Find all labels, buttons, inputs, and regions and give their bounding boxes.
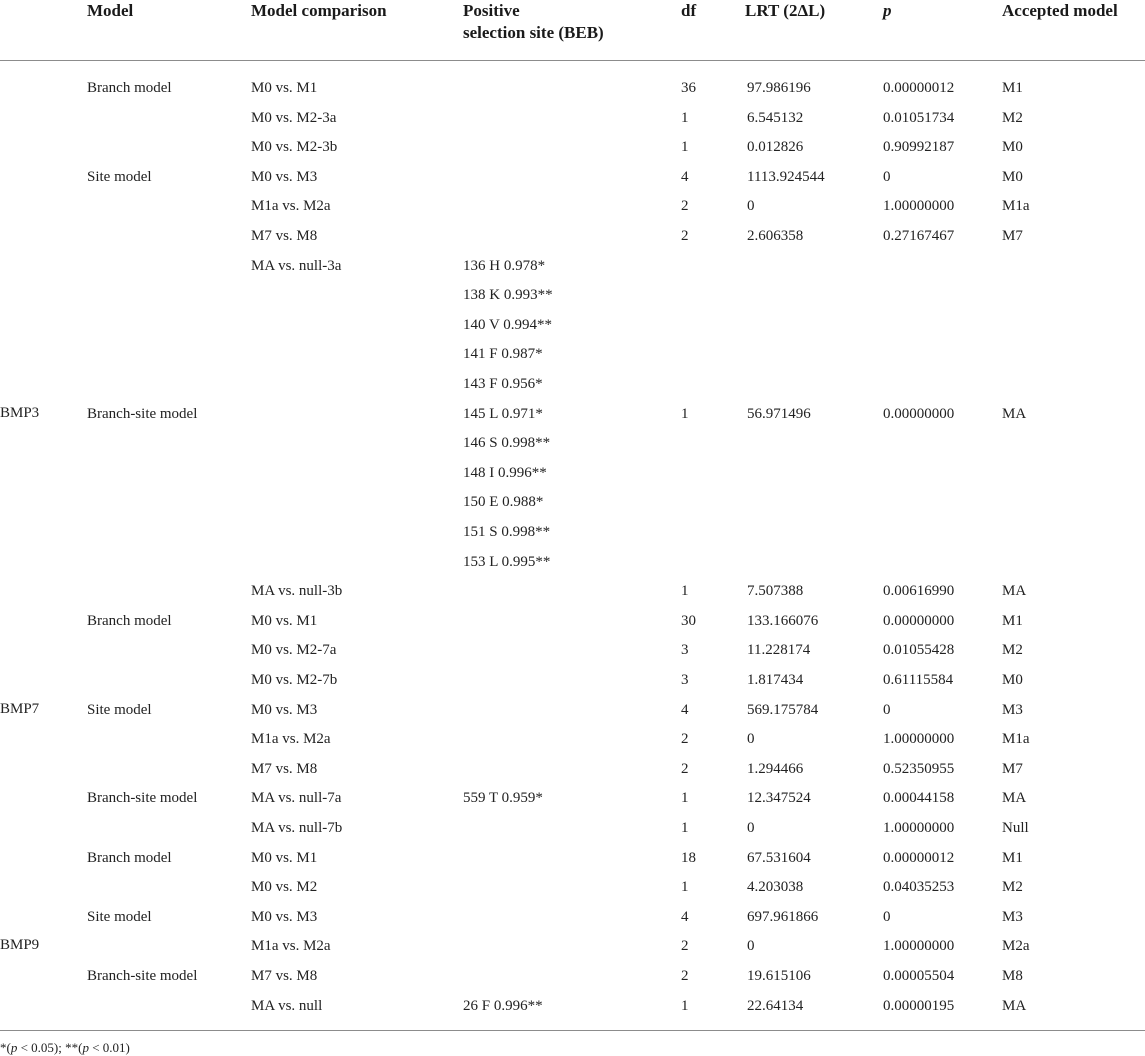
row-p-value: 1.00000000 [883, 820, 955, 836]
row-df: 18 [681, 849, 696, 866]
row-accepted-model: M2 [1002, 879, 1023, 896]
row-accepted-model: MA [1002, 790, 1027, 807]
row-comparison: MA vs. null-3b [251, 583, 343, 600]
row-positive-site: 146 S 0.998** [463, 435, 551, 452]
row-lrt: 0 [747, 820, 755, 836]
bottom-rule [0, 1030, 1145, 1031]
gene-group-label: BMP7 [0, 700, 40, 717]
row-p-value: 0 [883, 908, 891, 925]
footnote [0, 1040, 130, 1056]
row-positive-site: 26 F 0.996** [463, 997, 543, 1014]
row-comparison: M0 vs. M1 [251, 612, 318, 629]
row-df: 1 [681, 109, 689, 126]
row-model: Site model [87, 908, 152, 925]
row-accepted-model: MA [1002, 583, 1027, 600]
row-p-value: 0.90992187 [883, 139, 955, 156]
row-comparison: M7 vs. M8 [251, 228, 318, 244]
row-df: 1 [681, 139, 689, 156]
row-p-value: 1.00000000 [883, 938, 955, 955]
row-lrt: 0 [747, 731, 755, 748]
row-model: Branch model [87, 612, 172, 629]
header-positive-line1: Positive [463, 1, 520, 20]
row-accepted-model: M8 [1002, 968, 1023, 984]
row-positive-site: 151 S 0.998** [463, 524, 551, 540]
row-p-value: 0 [883, 168, 891, 185]
row-positive-site: 136 H 0.978* [463, 257, 546, 274]
row-lrt: 0 [747, 938, 755, 955]
row-comparison: MA vs. null-7b [251, 820, 343, 836]
row-comparison: M0 vs. M2 [251, 879, 318, 896]
row-lrt: 19.615106 [747, 968, 811, 984]
row-comparison: M0 vs. M2-3b [251, 139, 338, 156]
row-accepted-model: M3 [1002, 908, 1023, 925]
row-comparison: MA vs. null-7a [251, 790, 342, 807]
row-comparison: M1a vs. M2a [251, 938, 331, 955]
row-p-value: 0.00616990 [883, 583, 955, 600]
row-df: 1 [681, 405, 689, 422]
row-accepted-model: M2 [1002, 642, 1023, 659]
row-accepted-model: M1 [1002, 849, 1023, 866]
row-accepted-model: Null [1002, 820, 1029, 836]
row-accepted-model: M2 [1002, 109, 1023, 126]
row-df: 2 [681, 228, 689, 244]
row-positive-site: 153 L 0.995** [463, 553, 551, 570]
row-lrt: 0.012826 [747, 139, 804, 156]
row-comparison: M0 vs. M2-3a [251, 109, 337, 126]
header-lrt: LRT (2ΔL) [745, 1, 826, 20]
row-accepted-model: MA [1002, 405, 1027, 422]
row-model: Branch model [87, 80, 172, 96]
row-lrt: 56.971496 [747, 405, 811, 422]
row-comparison: M0 vs. M1 [251, 80, 318, 96]
row-accepted-model: M7 [1002, 228, 1023, 244]
row-positive-site: 140 V 0.994** [463, 316, 553, 333]
row-comparison: MA vs. null-3a [251, 257, 342, 274]
row-p-value: 0.04035253 [883, 879, 955, 896]
row-df: 4 [681, 701, 689, 718]
row-comparison: M0 vs. M3 [251, 701, 318, 718]
row-lrt: 67.531604 [747, 849, 811, 866]
row-lrt: 1.817434 [747, 672, 804, 688]
row-df: 1 [681, 997, 689, 1014]
row-p-value: 0.61115584 [883, 672, 954, 688]
row-df: 2 [681, 968, 689, 984]
row-model: Branch model [87, 849, 172, 866]
row-comparison: M0 vs. M2-7a [251, 642, 337, 659]
row-comparison: M1a vs. M2a [251, 731, 331, 748]
header-positive-selection-site [463, 0, 604, 44]
row-lrt: 2.606358 [747, 228, 804, 244]
row-accepted-model: M1a [1002, 198, 1030, 215]
row-df: 3 [681, 672, 689, 688]
row-p-value: 0.27167467 [883, 228, 955, 244]
header-accepted-model: Accepted model [1002, 1, 1118, 20]
row-df: 4 [681, 168, 689, 185]
row-positive-site: 148 I 0.996** [463, 464, 547, 481]
row-df: 36 [681, 80, 696, 96]
row-positive-site: 145 L 0.971* [463, 405, 543, 422]
row-df: 2 [681, 938, 689, 955]
row-p-value: 0.00000195 [883, 997, 955, 1014]
footnote-p-1: p [10, 1040, 18, 1055]
row-accepted-model: M1a [1002, 731, 1030, 748]
row-lrt: 133.166076 [747, 612, 819, 629]
row-df: 3 [681, 642, 689, 659]
row-lrt: 569.175784 [747, 701, 819, 718]
row-accepted-model: M2a [1002, 938, 1030, 955]
row-df: 1 [681, 879, 689, 896]
row-lrt: 0 [747, 198, 755, 215]
row-lrt: 1113.924544 [747, 168, 825, 185]
row-lrt: 7.507388 [747, 583, 804, 600]
row-df: 1 [681, 790, 689, 807]
footnote-p-2: p [82, 1040, 89, 1055]
row-model: Branch-site model [87, 968, 198, 984]
row-comparison: M0 vs. M1 [251, 849, 318, 866]
row-model: Site model [87, 701, 152, 718]
row-comparison: M0 vs. M3 [251, 168, 318, 185]
row-p-value: 0 [883, 701, 891, 718]
row-p-value: 0.00000012 [883, 849, 955, 866]
row-lrt: 697.961866 [747, 908, 819, 925]
row-accepted-model: M3 [1002, 701, 1023, 718]
footnote-part-1: *( [0, 1040, 11, 1055]
row-accepted-model: MA [1002, 997, 1027, 1014]
row-comparison: M1a vs. M2a [251, 198, 331, 215]
row-p-value: 0.01051734 [883, 109, 955, 126]
row-df: 30 [681, 612, 696, 629]
row-accepted-model: M7 [1002, 760, 1023, 777]
row-accepted-model: M0 [1002, 168, 1023, 185]
header-model-comparison: Model comparison [251, 1, 387, 20]
header-positive-line2: selection site (BEB) [463, 23, 604, 42]
row-accepted-model: M1 [1002, 80, 1023, 96]
row-comparison: M0 vs. M2-7b [251, 672, 338, 688]
row-p-value: 0.01055428 [883, 642, 955, 659]
row-model: Site model [87, 168, 152, 185]
row-accepted-model: M1 [1002, 612, 1023, 629]
footnote-part-2: < 0.05); **( [17, 1040, 83, 1055]
header-model: Model [87, 1, 134, 20]
row-lrt: 1.294466 [747, 760, 804, 777]
header-df: df [681, 1, 697, 20]
row-model: Branch-site model [87, 405, 198, 422]
gene-group-label: BMP9 [0, 937, 40, 954]
row-accepted-model: M0 [1002, 139, 1023, 156]
row-df: 1 [681, 820, 689, 836]
row-positive-site: 150 E 0.988* [463, 494, 544, 511]
row-positive-site: 138 K 0.993** [463, 287, 553, 304]
row-df: 2 [681, 731, 689, 748]
row-positive-site: 143 F 0.956* [463, 376, 543, 392]
row-p-value: 1.00000000 [883, 731, 955, 748]
row-df: 4 [681, 908, 689, 925]
header-rule [0, 60, 1145, 61]
gene-group-label: BMP3 [0, 404, 40, 421]
row-comparison: M0 vs. M3 [251, 908, 318, 925]
row-comparison: M7 vs. M8 [251, 968, 318, 984]
row-model: Branch-site model [87, 790, 198, 807]
row-positive-site: 559 T 0.959* [463, 790, 543, 807]
row-accepted-model: M0 [1002, 672, 1023, 688]
row-df: 2 [681, 198, 689, 215]
row-p-value: 0.00000000 [883, 612, 955, 629]
row-comparison: MA vs. null [251, 997, 323, 1014]
row-comparison: M7 vs. M8 [251, 760, 318, 777]
row-p-value: 1.00000000 [883, 198, 955, 215]
row-df: 2 [681, 760, 689, 777]
row-lrt: 4.203038 [747, 879, 804, 896]
row-p-value: 0.00044158 [883, 790, 955, 807]
row-p-value: 0.00005504 [883, 968, 955, 984]
row-lrt: 97.986196 [747, 80, 811, 96]
row-lrt: 12.347524 [747, 790, 811, 807]
row-lrt: 11.228174 [747, 642, 811, 659]
row-positive-site: 141 F 0.987* [463, 346, 543, 363]
row-p-value: 0.00000000 [883, 405, 955, 422]
row-lrt: 6.545132 [747, 109, 804, 126]
table-header [0, 0, 1145, 60]
row-df: 1 [681, 583, 689, 600]
header-p [883, 0, 892, 22]
footnote-part-3: < 0.01) [88, 1040, 130, 1055]
row-p-value: 0.00000012 [883, 80, 955, 96]
header-p-text: p [883, 1, 892, 20]
row-p-value: 0.52350955 [883, 760, 955, 777]
row-lrt: 22.64134 [747, 997, 804, 1014]
